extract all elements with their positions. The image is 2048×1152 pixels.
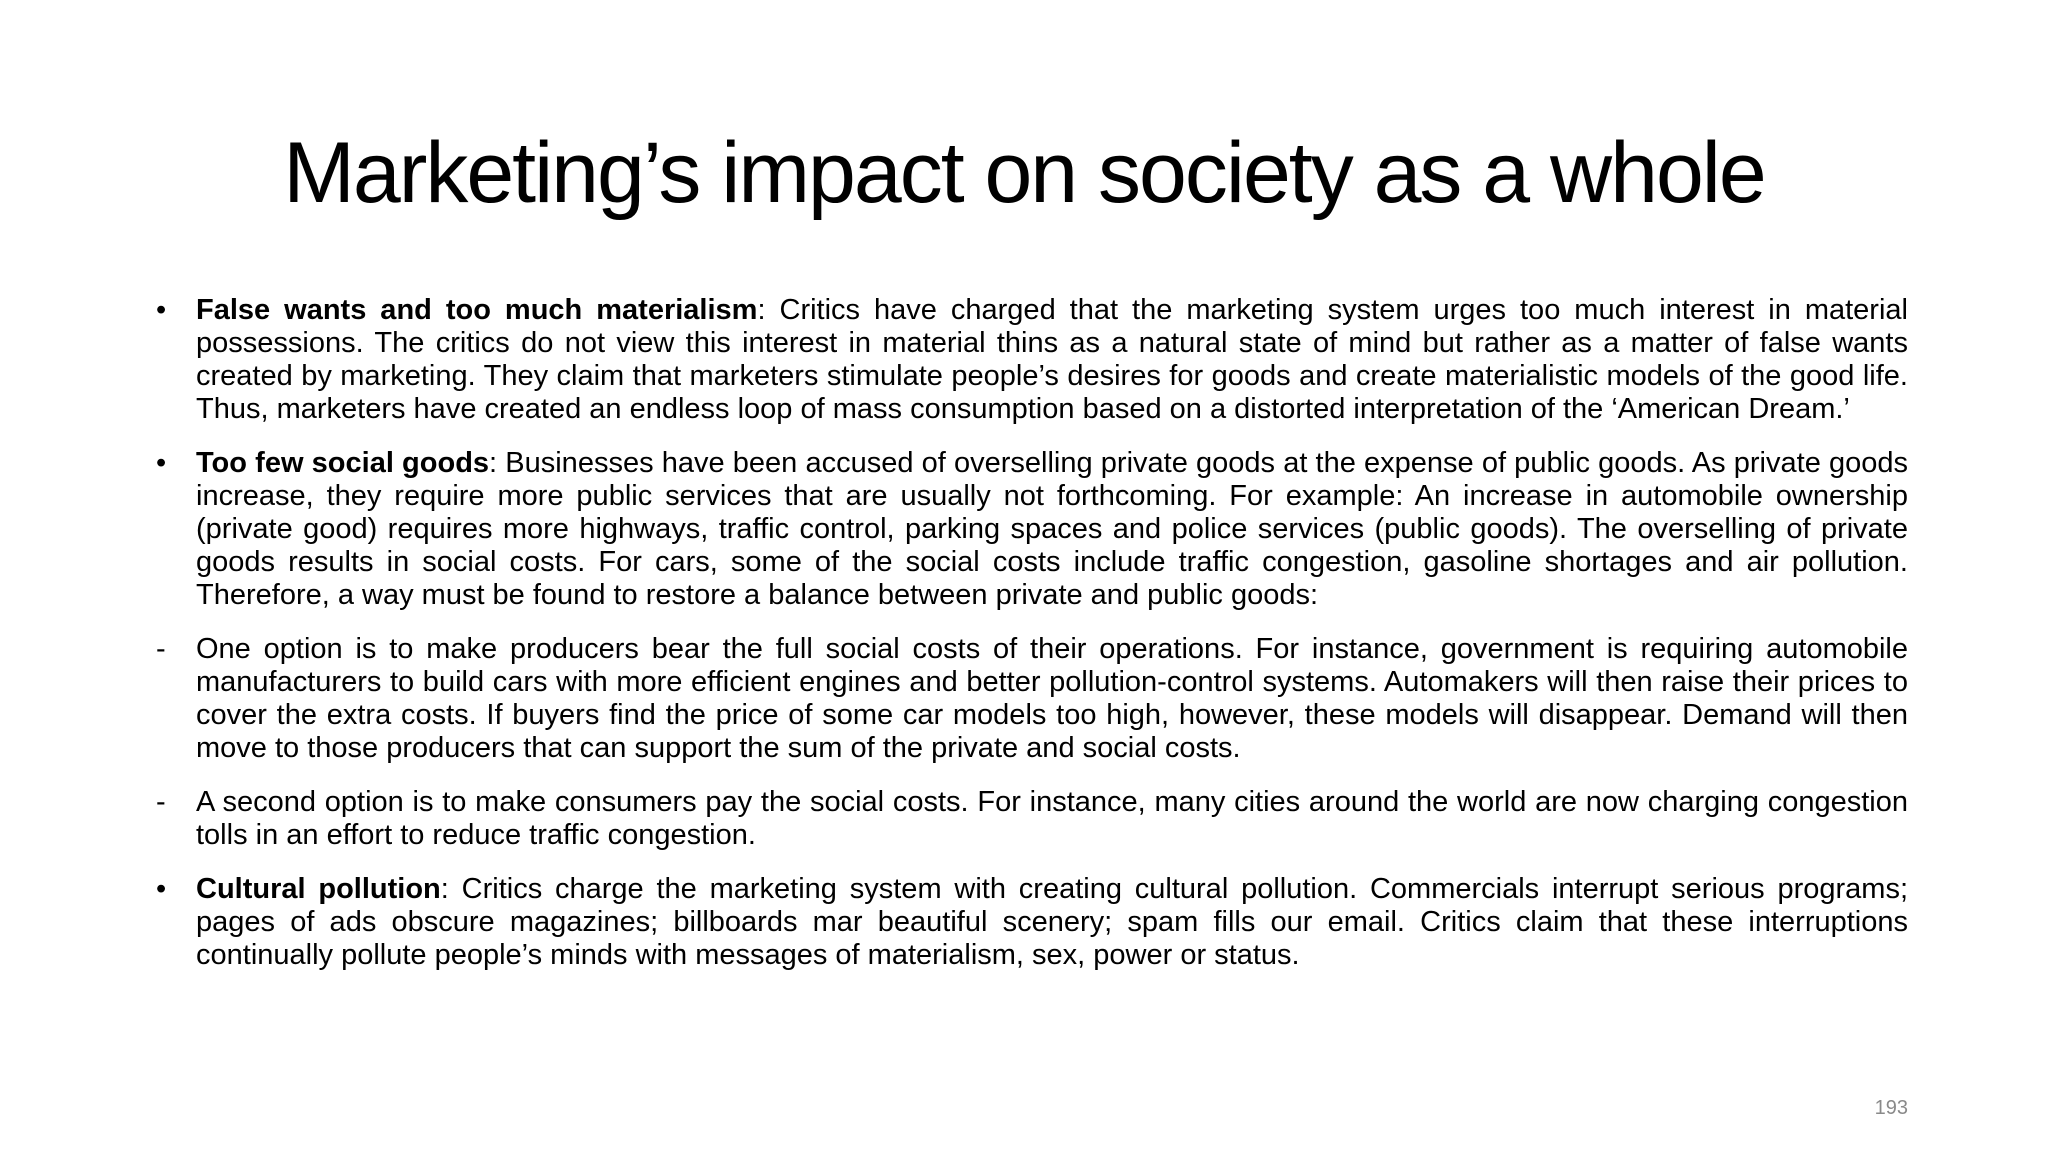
bullet-marker: • <box>156 294 167 326</box>
bullet-item-cultural-pollution <box>156 873 1908 972</box>
dash-item-producers-option <box>156 633 1908 765</box>
bullet-lead: Too few social goods <box>196 447 490 479</box>
bullet-item-false-wants <box>156 294 1908 426</box>
dash-text: One option is to make producers bear the full social costs of their operations. For instance, government is requiring automobile manufacturers to build cars with more efficient engines and better pollution-control systems. Automakers will then raise their prices to cover the extra costs. If buyers find the price of some car models too high, however, these models will disappear. Demand will then move to those producers that can support the sum of the private and social costs. <box>196 633 1908 764</box>
dash-item-consumers-option <box>156 786 1908 852</box>
bullet-marker: • <box>156 873 167 905</box>
dash-marker: - <box>156 633 166 665</box>
bullet-lead: False wants and too much materialism <box>196 294 758 326</box>
bullet-lead: Cultural pollution <box>196 873 441 905</box>
bullet-text: : Businesses have been accused of overselling private goods at the expense of public goods. As private goods increase, they require more public services that are usually not forthcoming. For example: An increase in automobile ownership (private good) requires more highways, traffic control, parking spaces and police services (public goods). The overselling of private goods results in social costs. For cars, some of the social costs include traffic congestion, gasoline shortages and air pollution. Therefore, a way must be found to restore a balance between private and public goods: <box>196 447 1908 611</box>
dash-text: A second option is to make consumers pay the social costs. For instance, many cities around the world are now charging congestion tolls in an effort to reduce traffic congestion. <box>196 786 1908 851</box>
slide-body <box>156 294 1908 993</box>
bullet-text: : Critics have charged that the marketing system urges too much interest in material possessions. The critics do not view this interest in material thins as a natural state of mind but rather as a matter of false wants created by marketing. They claim that marketers stimulate people’s desires for goods and create materialistic models of the good life. Thus, marketers have created an endless loop of mass consumption based on a distorted interpretation of the ‘American Dream.’ <box>196 294 1908 425</box>
page-number: 193 <box>1874 1097 1908 1119</box>
bullet-marker: • <box>156 447 167 479</box>
bullet-text: : Critics charge the marketing system with creating cultural pollution. Commercials interrupt serious programs; pages of ads obscure magazines; billboards mar beautiful scenery; spam fills our email. Critics claim that these interruptions continually pollute people’s minds with messages of materialism, sex, power or status. <box>196 873 1908 971</box>
dash-marker: - <box>156 786 166 818</box>
slide-title: Marketing’s impact on society as a whole <box>283 125 1765 221</box>
bullet-item-social-goods <box>156 447 1908 612</box>
